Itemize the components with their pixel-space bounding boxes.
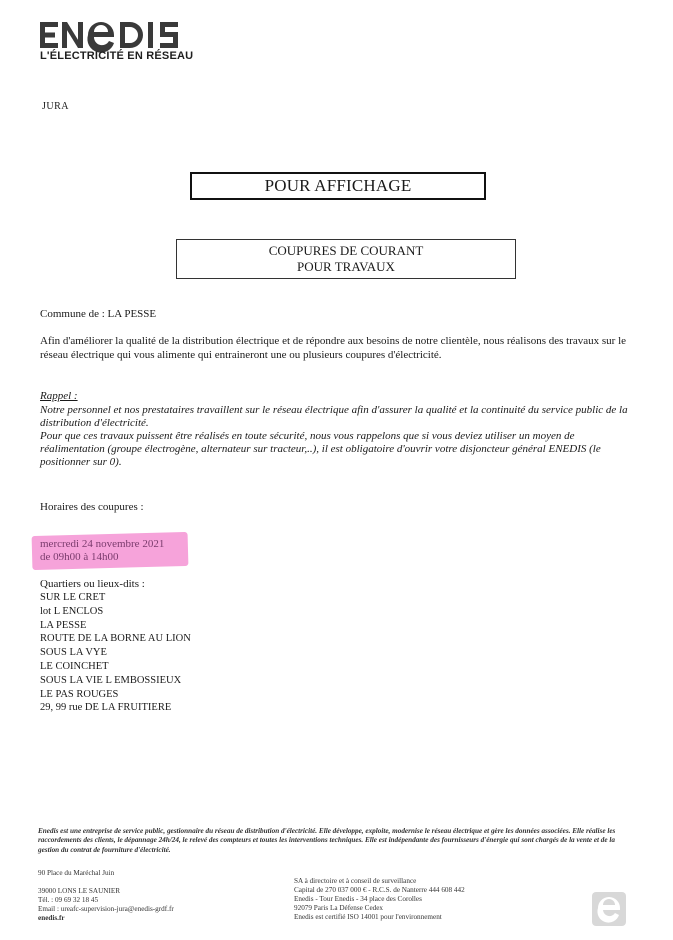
quartiers-list — [40, 591, 340, 715]
address-email: Email : ureafc-supervision-jura@enedis-grdf.fr — [38, 905, 174, 913]
address-line: 39000 LONS LE SAUNIER — [38, 887, 121, 895]
address-line: 90 Place du Maréchal Juin — [38, 869, 115, 877]
rappel-paragraph-1: Notre personnel et nos prestataires travaillent sur le réseau électrique afin d'assurer la qualité et la continuité du service public de la distribution d'électricité. — [40, 404, 628, 429]
list-item: LA PESSE — [40, 619, 87, 631]
legal-line: SA à directoire et à conseil de surveillance — [294, 877, 417, 885]
address-website: enedis.fr — [38, 914, 65, 922]
subtitle-box — [176, 239, 516, 279]
list-item: LE COINCHET — [40, 660, 109, 672]
enedis-small-logo-icon — [592, 892, 626, 926]
logo-tagline: L'ÉLECTRICITÉ EN RÉSEAU — [40, 50, 194, 62]
footer-legal — [294, 877, 554, 922]
list-item: SUR LE CRET — [40, 592, 106, 603]
list-item: 29, 99 rue DE LA FRUITIERE — [40, 702, 172, 714]
legal-line: Enedis - Tour Enedis - 34 place des Corolles — [294, 895, 422, 903]
rappel-paragraph-2: Pour que ces travaux puissent être réalisés en toute sécurité, nous vous rappelons que si vous deviez utiliser un moyen de réalimentation (groupe électrogène, alternateur sur tracteur,..), il est obligatoire d'ouvrir votre disjoncteur général ENEDIS (le positionner sur 0). — [40, 430, 601, 468]
main-title-box — [190, 172, 486, 200]
footer-description: Enedis est une entreprise de service public, gestionnaire du réseau de distribution d'électricité. Elle développe, exploite, modernise le réseau électrique et gère les données associées. Elle réalise les raccordements des clients, le dépannage 24h/24, le relevé des compteurs et toutes les interventions techniques. Elle est indépendante des fournisseurs d'énergie qui sont chargés de la vente et de la gestion du contrat de fourniture d'électricité. — [38, 827, 616, 854]
schedule-block — [40, 538, 200, 564]
legal-line: 92079 Paris La Défense Cedex — [294, 904, 384, 912]
rappel-title: Rappel : — [40, 390, 78, 402]
horaires-label: Horaires des coupures : — [40, 501, 144, 513]
region-label: JURA — [42, 101, 70, 112]
list-item: lot L ENCLOS — [40, 605, 104, 617]
list-item: SOUS LA VYE — [40, 647, 107, 659]
legal-line: Enedis est certifié ISO 14001 pour l'environnement — [294, 913, 442, 921]
address-phone: Tél. : 09 69 32 18 45 — [38, 896, 99, 904]
list-item: LE PAS ROUGES — [40, 688, 119, 700]
list-item: ROUTE DE LA BORNE AU LION — [40, 633, 191, 645]
main-title: POUR AFFICHAGE — [264, 176, 412, 195]
rappel-body — [40, 404, 630, 469]
schedule-time: de 09h00 à 14h00 — [40, 551, 119, 563]
intro-paragraph: Afin d'améliorer la qualité de la distribution électrique et de répondre aux besoins de notre clientèle, nous réalisons des travaux sur le réseau électrique qui vous alimente qui entraineront une ou plusieurs coupures d'électricité. — [40, 335, 627, 361]
legal-line: Capital de 270 037 000 € - R.C.S. de Nanterre 444 608 442 — [294, 886, 465, 894]
subtitle-line-2: POUR TRAVAUX — [297, 259, 395, 274]
footer-address — [38, 869, 268, 923]
commune-line: Commune de : LA PESSE — [40, 308, 157, 320]
subtitle-line-1: COUPURES DE COURANT — [268, 243, 424, 258]
schedule-date: mercredi 24 novembre 2021 — [40, 538, 165, 550]
address-spacer — [38, 878, 268, 887]
quartiers-label: Quartiers ou lieux-dits : — [40, 578, 145, 590]
list-item: SOUS LA VIE L EMBOSSIEUX — [40, 674, 182, 686]
